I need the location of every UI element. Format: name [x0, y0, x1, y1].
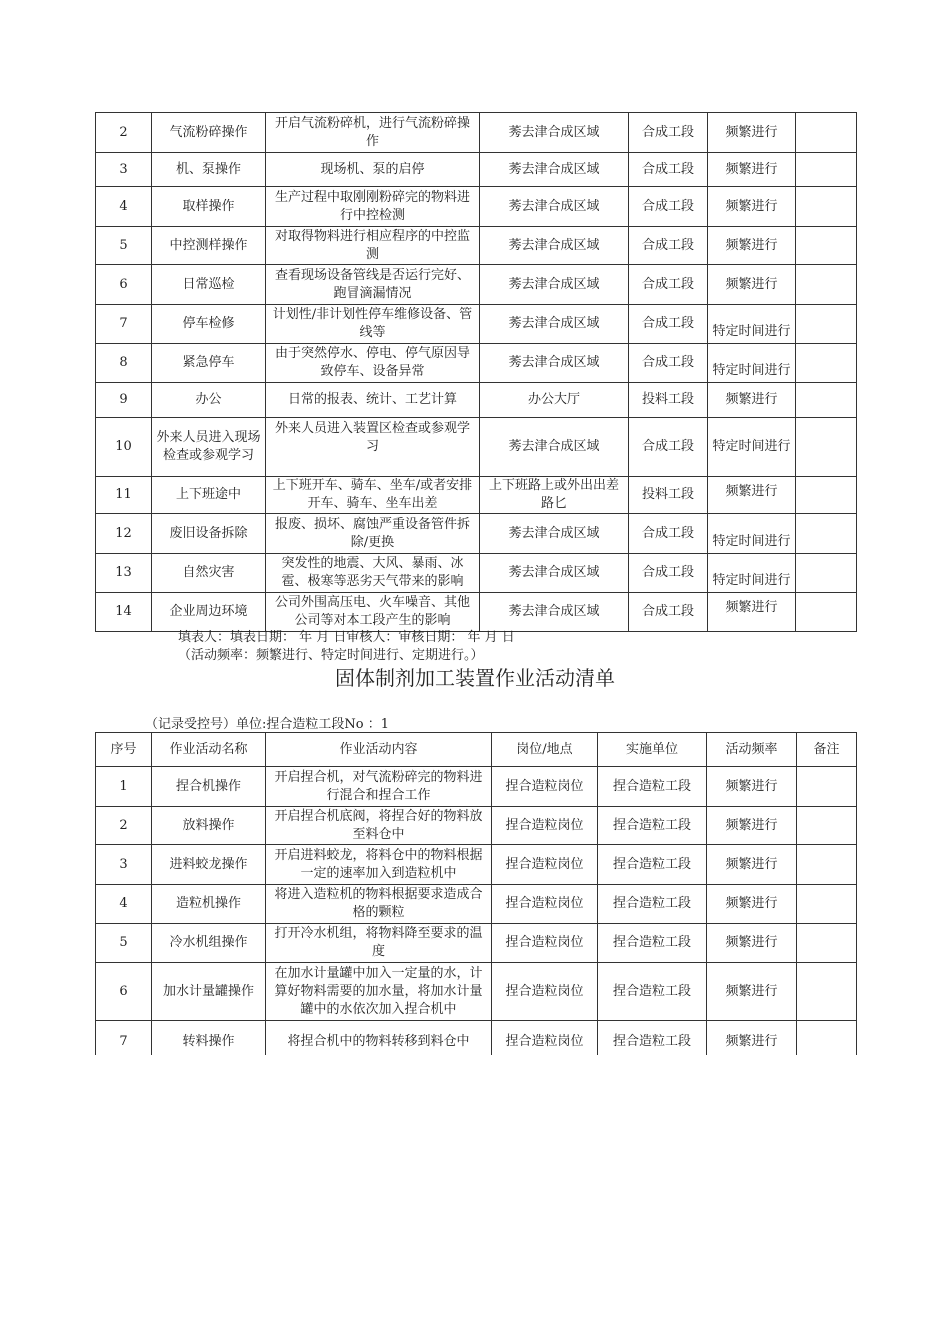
frequency-note: （活动频率：频繁进行、特定时间进行、定期进行。）	[178, 648, 484, 663]
row-number: 6	[96, 963, 152, 1021]
row-number: 1	[96, 767, 152, 807]
row-number: 13	[96, 554, 152, 593]
signature-line: 填表人：填表日期： 年 月 日审核人：审核日期： 年 月 日	[178, 630, 515, 645]
activity-content: 现场机、泵的启停	[266, 153, 480, 187]
remark	[797, 807, 857, 845]
activity-content: 打开冷水机组，将物料降至要求的温度	[266, 924, 492, 963]
activity-frequency: 特定时间进行	[708, 554, 796, 593]
table-row	[96, 305, 857, 344]
activity-location: 莠去津合成区域	[480, 344, 629, 383]
activity-content: 在加水计量罐中加入一定量的水，计算好物料需要的加水量，将加水计量罐中的水依次加入捏合机中	[266, 963, 492, 1021]
remark	[796, 305, 857, 344]
activity-content: 上下班开车、骑车、坐车/或者安排开车、骑车、坐车出差	[266, 477, 480, 514]
implementing-unit: 合成工段	[629, 187, 708, 227]
activity-table-synthesis	[95, 112, 857, 632]
implementing-unit: 合成工段	[629, 418, 708, 477]
row-number: 4	[96, 187, 152, 227]
column-header-remark: 备注	[797, 733, 857, 767]
activity-name: 机、泵操作	[152, 153, 266, 187]
table-row	[96, 1021, 857, 1055]
activity-content: 开启进料蛟龙，将料仓中的物料根据一定的速率加入到造粒机中	[266, 845, 492, 885]
table-row	[96, 767, 857, 807]
activity-location: 上下班路上或外出出差路匕	[480, 477, 629, 514]
activity-frequency: 特定时间进行	[708, 514, 796, 554]
activity-location: 捏合造粒岗位	[492, 1021, 598, 1055]
activity-name: 中控测样操作	[152, 227, 266, 265]
header-row	[96, 733, 857, 767]
activity-location: 莠去津合成区域	[480, 113, 629, 153]
activity-location: 莠去津合成区域	[480, 418, 629, 477]
activity-name: 放料操作	[152, 807, 266, 845]
table-row	[96, 153, 857, 187]
activity-content: 日常的报表、统计、工艺计算	[266, 383, 480, 418]
implementing-unit: 合成工段	[629, 593, 708, 632]
column-header-location: 岗位/地点	[492, 733, 598, 767]
remark	[796, 418, 857, 477]
activity-content: 查看现场设备管线是否运行完好、跑冒滴漏情况	[266, 265, 480, 305]
activity-name: 转料操作	[152, 1021, 266, 1055]
activity-name: 紧急停车	[152, 344, 266, 383]
table-row	[96, 227, 857, 265]
remark	[796, 344, 857, 383]
row-number: 10	[96, 418, 152, 477]
remark	[797, 1021, 857, 1055]
table-row	[96, 344, 857, 383]
remark	[797, 845, 857, 885]
activity-location: 莠去津合成区域	[480, 514, 629, 554]
activity-frequency: 频繁进行	[707, 963, 797, 1021]
row-number: 6	[96, 265, 152, 305]
table-row	[96, 885, 857, 924]
table-row	[96, 963, 857, 1021]
activity-content: 开启气流粉碎机，进行气流粉碎操作	[266, 113, 480, 153]
document-title: 固体制剂加工装置作业活动清单	[335, 666, 615, 690]
remark	[796, 153, 857, 187]
remark	[796, 265, 857, 305]
implementing-unit: 捏合造粒工段	[598, 1021, 707, 1055]
activity-content: 开启捏合机底阀，将捏合好的物料放至料仓中	[266, 807, 492, 845]
activity-name: 办公	[152, 383, 266, 418]
unit-line: （记录受控号）单位:捏合造粒工段No ：1	[145, 717, 389, 732]
implementing-unit: 捏合造粒工段	[598, 845, 707, 885]
activity-content: 将进入造粒机的物料根据要求造成合格的颗粒	[266, 885, 492, 924]
activity-frequency: 频繁进行	[707, 767, 797, 807]
activity-frequency: 频繁进行	[707, 924, 797, 963]
row-number: 7	[96, 1021, 152, 1055]
row-number: 2	[96, 807, 152, 845]
implementing-unit: 合成工段	[629, 113, 708, 153]
activity-location: 莠去津合成区域	[480, 153, 629, 187]
activity-frequency: 频繁进行	[708, 187, 796, 227]
row-number: 9	[96, 383, 152, 418]
row-number: 5	[96, 227, 152, 265]
row-number: 7	[96, 305, 152, 344]
activity-location: 捏合造粒岗位	[492, 767, 598, 807]
implementing-unit: 捏合造粒工段	[598, 963, 707, 1021]
row-number: 2	[96, 113, 152, 153]
implementing-unit: 捏合造粒工段	[598, 924, 707, 963]
activity-name: 加水计量罐操作	[152, 963, 266, 1021]
row-number: 14	[96, 593, 152, 632]
activity-frequency: 频繁进行	[707, 807, 797, 845]
activity-content: 外来人员进入装置区检查或参观学习	[266, 418, 480, 477]
table-row	[96, 845, 857, 885]
activity-name: 冷水机组操作	[152, 924, 266, 963]
column-header-frequency: 活动频率	[707, 733, 797, 767]
column-header-name: 作业活动名称	[152, 733, 266, 767]
table-row	[96, 113, 857, 153]
row-number: 4	[96, 885, 152, 924]
column-header-no: 序号	[96, 733, 152, 767]
table-row	[96, 514, 857, 554]
remark	[796, 113, 857, 153]
activity-frequency: 频繁进行	[708, 113, 796, 153]
implementing-unit: 合成工段	[629, 514, 708, 554]
activity-frequency: 频繁进行	[708, 477, 796, 514]
table-row	[96, 383, 857, 418]
activity-content: 生产过程中取刚刚粉碎完的物料进行中控检测	[266, 187, 480, 227]
activity-frequency: 特定时间进行	[708, 305, 796, 344]
activity-content: 公司外围高压电、火车噪音、其他公司等对本工段产生的影响	[266, 593, 480, 632]
activity-location: 办公大厅	[480, 383, 629, 418]
table-row	[96, 554, 857, 593]
table-row	[96, 418, 857, 477]
activity-frequency: 特定时间进行	[708, 344, 796, 383]
row-number: 5	[96, 924, 152, 963]
implementing-unit: 投料工段	[629, 383, 708, 418]
activity-frequency: 频繁进行	[708, 265, 796, 305]
activity-location: 捏合造粒岗位	[492, 924, 598, 963]
implementing-unit: 合成工段	[629, 227, 708, 265]
row-number: 11	[96, 477, 152, 514]
row-number: 8	[96, 344, 152, 383]
implementing-unit: 投料工段	[629, 477, 708, 514]
activity-frequency: 频繁进行	[707, 885, 797, 924]
activity-content: 开启捏合机，对气流粉碎完的物料进行混合和捏合工作	[266, 767, 492, 807]
activity-frequency: 频繁进行	[708, 227, 796, 265]
table-row	[96, 807, 857, 845]
activity-name: 废旧设备拆除	[152, 514, 266, 554]
activity-name: 企业周边环境	[152, 593, 266, 632]
implementing-unit: 合成工段	[629, 265, 708, 305]
activity-name: 自然灾害	[152, 554, 266, 593]
table-row	[96, 924, 857, 963]
activity-frequency: 频繁进行	[708, 383, 796, 418]
row-number: 3	[96, 845, 152, 885]
activity-frequency: 频繁进行	[708, 153, 796, 187]
remark	[797, 963, 857, 1021]
activity-content: 将捏合机中的物料转移到料仓中	[266, 1021, 492, 1055]
table-row	[96, 593, 857, 632]
implementing-unit: 合成工段	[629, 153, 708, 187]
activity-name: 停车检修	[152, 305, 266, 344]
remark	[796, 187, 857, 227]
activity-content: 计划性/非计划性停车维修设备、管线等	[266, 305, 480, 344]
remark	[797, 767, 857, 807]
column-header-unit: 实施单位	[598, 733, 707, 767]
activity-content: 由于突然停水、停电、停气原因导致停车、设备异常	[266, 344, 480, 383]
remark	[796, 227, 857, 265]
activity-content: 对取得物料进行相应程序的中控监测	[266, 227, 480, 265]
table-row	[96, 477, 857, 514]
row-number: 12	[96, 514, 152, 554]
activity-location: 莠去津合成区域	[480, 265, 629, 305]
column-header-content: 作业活动内容	[266, 733, 492, 767]
activity-name: 捏合机操作	[152, 767, 266, 807]
activity-frequency: 频繁进行	[708, 593, 796, 632]
activity-location: 捏合造粒岗位	[492, 885, 598, 924]
activity-frequency: 频繁进行	[707, 1021, 797, 1055]
implementing-unit: 捏合造粒工段	[598, 885, 707, 924]
remark	[796, 383, 857, 418]
activity-name: 造粒机操作	[152, 885, 266, 924]
remark	[797, 924, 857, 963]
implementing-unit: 合成工段	[629, 305, 708, 344]
remark	[796, 593, 857, 632]
activity-name: 外来人员进入现场检查或参观学习	[152, 418, 266, 477]
activity-frequency: 频繁进行	[707, 845, 797, 885]
activity-location: 捏合造粒岗位	[492, 807, 598, 845]
table-row	[96, 265, 857, 305]
remark	[796, 554, 857, 593]
activity-location: 莠去津合成区域	[480, 227, 629, 265]
activity-location: 莠去津合成区域	[480, 305, 629, 344]
activity-table-granulation	[95, 732, 857, 1055]
activity-name: 气流粉碎操作	[152, 113, 266, 153]
activity-name: 进料蛟龙操作	[152, 845, 266, 885]
activity-name: 日常巡检	[152, 265, 266, 305]
remark	[796, 514, 857, 554]
row-number: 3	[96, 153, 152, 187]
implementing-unit: 捏合造粒工段	[598, 807, 707, 845]
activity-location: 莠去津合成区域	[480, 593, 629, 632]
activity-location: 捏合造粒岗位	[492, 845, 598, 885]
activity-frequency: 特定时间进行	[708, 418, 796, 477]
activity-location: 莠去津合成区域	[480, 187, 629, 227]
activity-name: 上下班途中	[152, 477, 266, 514]
remark	[796, 477, 857, 514]
activity-content: 报废、损坏、腐蚀严重设备管件拆除/更换	[266, 514, 480, 554]
table-row	[96, 187, 857, 227]
activity-location: 莠去津合成区域	[480, 554, 629, 593]
implementing-unit: 合成工段	[629, 344, 708, 383]
activity-location: 捏合造粒岗位	[492, 963, 598, 1021]
implementing-unit: 捏合造粒工段	[598, 767, 707, 807]
implementing-unit: 合成工段	[629, 554, 708, 593]
activity-name: 取样操作	[152, 187, 266, 227]
activity-content: 突发性的地震、大风、暴雨、冰雹、极寒等恶劣天气带来的影响	[266, 554, 480, 593]
remark	[797, 885, 857, 924]
